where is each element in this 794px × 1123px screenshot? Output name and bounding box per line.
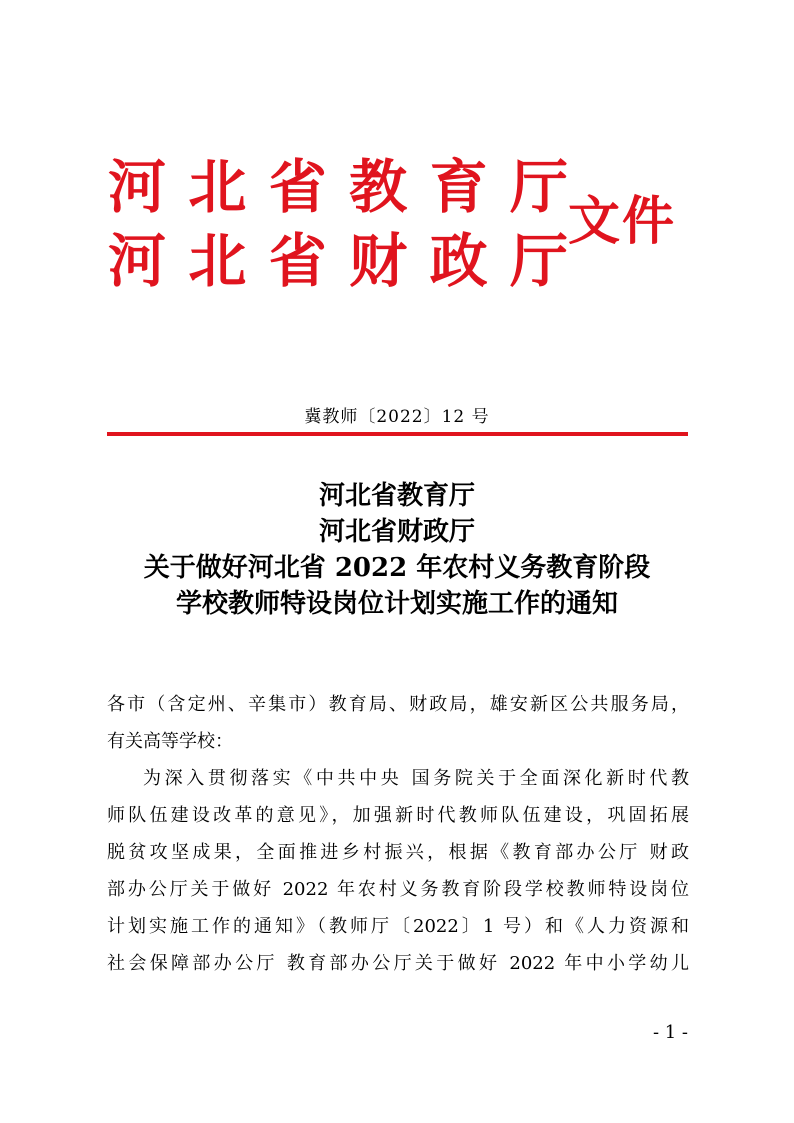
document-word: 文件 xyxy=(568,192,677,252)
issuer-char: 教 xyxy=(349,153,408,221)
issuer-header xyxy=(108,150,568,298)
addressee-line: 各市（含定州、辛集市）教育局、财政局，雄安新区公共服务局， xyxy=(107,694,689,715)
body-line: 部办公厅关于做好 2022 年农村义务教育阶段学校教师特设岗位 xyxy=(107,879,689,900)
issuer-char: 北 xyxy=(188,153,247,221)
issuer-char: 政 xyxy=(429,227,488,295)
body-line: 为深入贯彻落实《中共中央 国务院关于全面深化新时代教 xyxy=(143,768,689,789)
body-line: 计划实施工作的通知》（教师厅〔2022〕1 号）和《人力资源和 xyxy=(107,916,689,937)
issuer-char: 厅 xyxy=(509,227,568,295)
body-line: 师队伍建设改革的意见》，加强新时代教师队伍建设，巩固拓展 xyxy=(107,805,689,826)
red-divider xyxy=(107,432,688,436)
issuer-char: 北 xyxy=(188,227,247,295)
issuer-char: 财 xyxy=(349,227,408,295)
document-body xyxy=(107,686,689,982)
body-line: 脱贫攻坚成果，全面推进乡村振兴，根据《教育部办公厅 财政 xyxy=(107,842,689,863)
issuer-line-2 xyxy=(108,224,568,298)
page-number: - 1 - xyxy=(652,1022,688,1043)
addressee-line: 有关高等学校： xyxy=(107,731,233,752)
issuer-char: 河 xyxy=(108,227,167,295)
title-line: 河北省财政厅 xyxy=(318,517,475,547)
document-number: 冀教师〔2022〕12 号 xyxy=(304,407,490,427)
issuer-char: 省 xyxy=(268,153,327,221)
body-line: 社会保障部办公厅 教育部办公厅关于做好 2022 年中小学幼儿 xyxy=(107,953,689,974)
document-title xyxy=(0,478,794,622)
title-line: 关于做好河北省 2022 年农村义务教育阶段 xyxy=(143,553,651,583)
issuer-line-1 xyxy=(108,150,568,224)
issuer-char: 省 xyxy=(268,227,327,295)
issuer-char: 厅 xyxy=(509,153,568,221)
title-line: 学校教师特设岗位计划实施工作的通知 xyxy=(175,589,618,619)
issuer-char: 育 xyxy=(429,153,488,221)
issuer-char: 河 xyxy=(108,153,167,221)
title-line: 河北省教育厅 xyxy=(318,481,475,511)
